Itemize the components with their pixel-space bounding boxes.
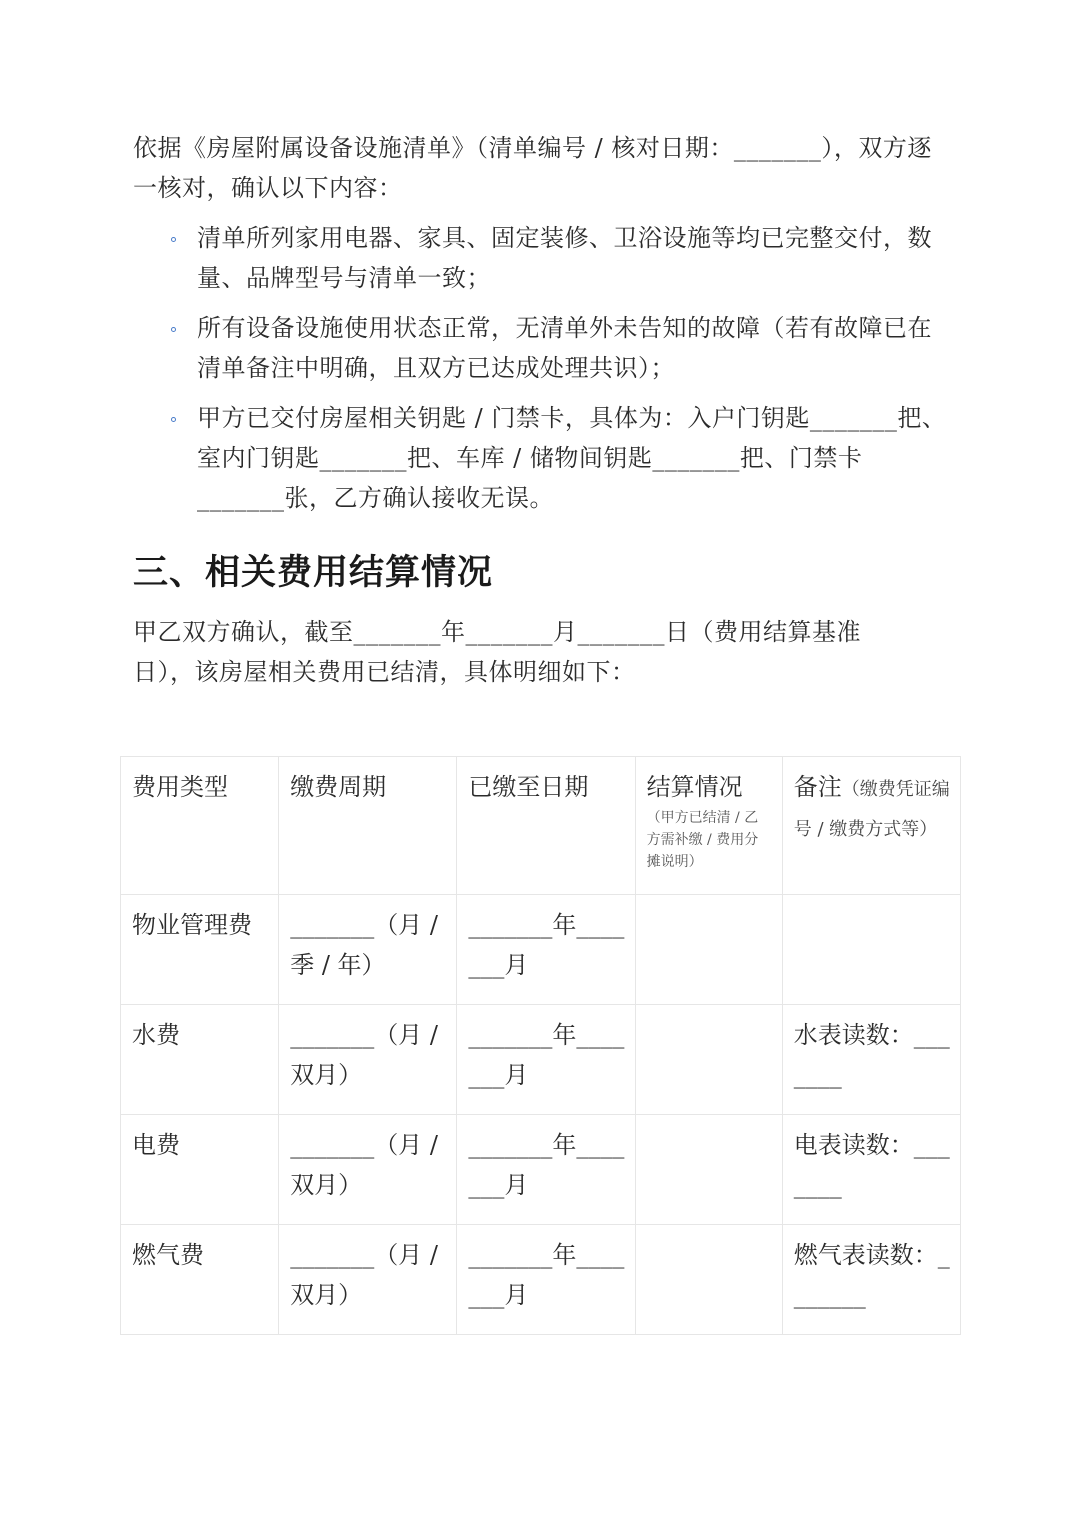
table-row: [121, 1225, 961, 1335]
cell-paid-to: _______年_______月: [457, 1115, 635, 1225]
cell-paid-to: _______年_______月: [457, 1005, 635, 1115]
bullet-circle-icon: [171, 327, 176, 332]
header-settlement: [635, 757, 782, 895]
header-settlement-note: （甲方已结清 / 乙方需补缴 / 费用分摊说明）: [646, 810, 759, 870]
fee-settlement-intro: 甲乙双方确认，截至_______年_______月_______日（费用结算基准日），该房屋相关费用已结清，具体明细如下：: [133, 618, 861, 686]
header-paid-to-date: 已缴至日期: [457, 757, 635, 895]
table-row: [121, 1115, 961, 1225]
cell-period: _______（月 / 双月）: [279, 1225, 457, 1335]
cell-remark: 电表读数：_______: [782, 1115, 960, 1225]
list-item-text: 甲方已交付房屋相关钥匙 / 门禁卡，具体为：入户门钥匙_______把、室内门钥匙_______把、车库 / 储物间钥匙_______把、门禁卡_______张，乙方确认接收无误。: [197, 404, 947, 512]
header-remark-note: （缴费凭证编号 / 缴费方式等）: [793, 779, 950, 840]
header-remark: [782, 757, 960, 895]
cell-settlement: [635, 1225, 782, 1335]
cell-paid-to: _______年_______月: [457, 1225, 635, 1335]
cell-remark: 燃气表读数：_______: [782, 1225, 960, 1335]
section-heading: 三、相关费用结算情况: [133, 552, 494, 593]
list-item-text: 清单所列家用电器、家具、固定装修、卫浴设施等均已完整交付，数量、品牌型号与清单一致；: [197, 224, 932, 292]
list-item-text: 所有设备设施使用状态正常，无清单外未告知的故障（若有故障已在清单备注中明确，且双方已达成处理共识）；: [197, 314, 932, 382]
cell-fee-type: 电费: [121, 1115, 279, 1225]
cell-fee-type: 物业管理费: [121, 895, 279, 1005]
list-item: [133, 398, 948, 518]
fee-settlement-table: [120, 756, 961, 1335]
cell-remark: [782, 895, 960, 1005]
cell-fee-type: 燃气费: [121, 1225, 279, 1335]
bullet-circle-icon: [171, 237, 176, 242]
equipment-check-list: [133, 218, 948, 528]
list-item: [133, 218, 948, 298]
cell-period: _______（月 / 季 / 年）: [279, 895, 457, 1005]
cell-settlement: [635, 1005, 782, 1115]
cell-paid-to: _______年_______月: [457, 895, 635, 1005]
cell-remark: 水表读数：_______: [782, 1005, 960, 1115]
cell-period: _______（月 / 双月）: [279, 1005, 457, 1115]
table-header-row: [121, 757, 961, 895]
cell-fee-type: 水费: [121, 1005, 279, 1115]
table-row: [121, 1005, 961, 1115]
header-settlement-label: 结算情况: [646, 773, 743, 801]
bullet-circle-icon: [171, 417, 176, 422]
cell-settlement: [635, 1115, 782, 1225]
table-row: [121, 895, 961, 1005]
header-remark-label: 备注: [793, 773, 842, 801]
equipment-check-intro: 依据《房屋附属设备设施清单》（清单编号 / 核对日期：_______），双方逐一核对，确认以下内容：: [133, 134, 932, 202]
cell-settlement: [635, 895, 782, 1005]
cell-period: _______（月 / 双月）: [279, 1115, 457, 1225]
list-item: [133, 308, 948, 388]
header-payment-period: 缴费周期: [279, 757, 457, 895]
header-fee-type: 费用类型: [121, 757, 279, 895]
